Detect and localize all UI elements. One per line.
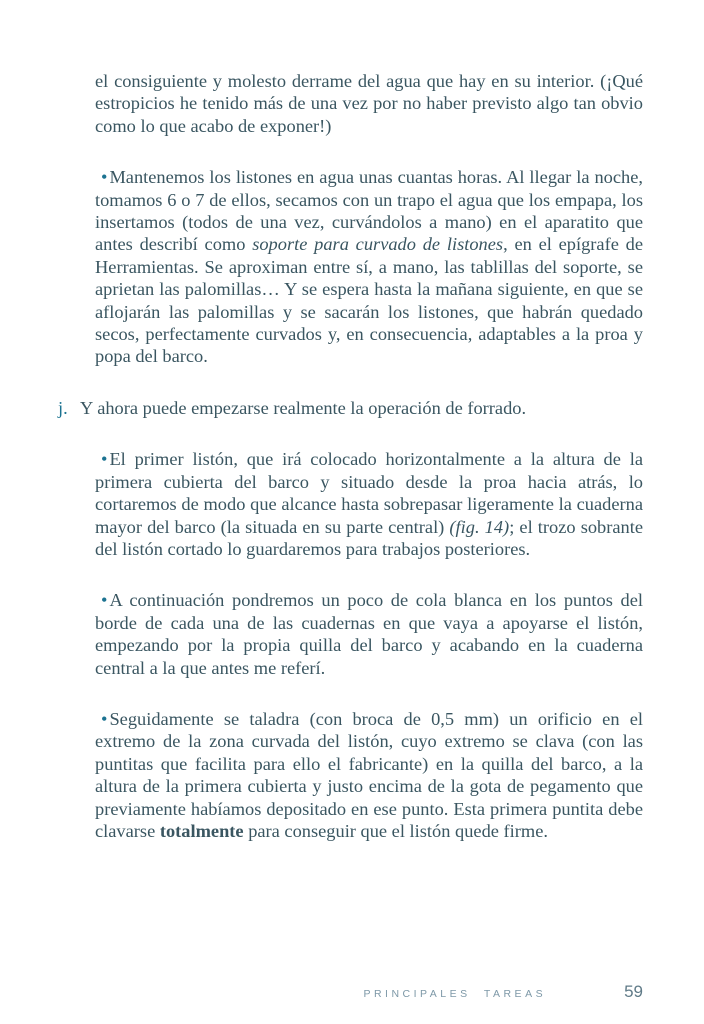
footer-section-label: PRINCIPALES TAREAS xyxy=(363,988,547,1000)
list-item-text xyxy=(80,397,526,419)
bullet-paragraph xyxy=(95,589,643,679)
text-segment: el consiguiente y molesto derrame del agua que hay en su interior. (¡Qué estropicios he tenido más de una vez por no haber previsto algo tan obvio como lo que acabo de exponer!) xyxy=(95,71,643,136)
list-letter-marker: j. xyxy=(58,397,68,418)
lettered-list-item xyxy=(58,397,643,419)
text-segment: El primer listón, que irá colocado horizontalmente a la altura de la primera cubierta del barco y situado desde la proa hacia atrás, lo cortaremos de modo que alcance hasta sobrepasar ligeramente la cuaderna mayor del barco (la situada en su parte central) xyxy=(95,449,643,537)
text-segment: para conseguir que el listón quede firme. xyxy=(243,820,548,841)
bullet-paragraph xyxy=(95,708,643,842)
content xyxy=(58,70,644,871)
text-segment: (fig. 14) xyxy=(449,516,510,537)
text-segment: Mantenemos los listones en agua unas cuantas horas. Al llegar la noche, tomamos 6 o 7 de ellos, secamos con un trapo el agua que los empapa, los insertamos (todos de una vez, curvándolos a mano) en el aparatito que antes describí como xyxy=(95,167,643,255)
text-segment: , en el epígrafe de Herramientas. Se aproximan entre sí, a mano, las tablillas del soporte, se aprietan las palomillas… Y se espera hasta la mañana siguiente, en que se aflojarán las palomillas y se sacarán los listones, que habrán quedado secos, perfectamente curvados y, en consecuencia, adaptables a la proa y popa del barco. xyxy=(95,234,644,367)
text-segment: ; el trozo sobrante del listón cortado lo guardaremos para trabajos posteriores. xyxy=(95,516,643,559)
text-segment: totalmente xyxy=(159,820,244,841)
bullet-paragraph xyxy=(95,448,643,560)
text-segment: Y ahora puede empezarse realmente la operación de forrado. xyxy=(80,397,527,418)
bullet-marker: • xyxy=(101,449,108,470)
text-segment: Seguidamente se taladra (con broca de 0,5 mm) un orificio en el extremo de la zona curvada del listón, cuyo extremo se clava (con las puntitas que facilita para ello el fabricante) en la quilla del barco, a la altura de la primera cubierta y justo encima de la gota de pegamento que previamente habíamos depositado en ese punto. Esta primera puntita debe clavarse xyxy=(95,708,643,841)
page-number: 59 xyxy=(624,982,643,1001)
footer xyxy=(0,982,643,1002)
bullet-marker: • xyxy=(101,708,108,729)
text-segment: soporte para curvado de listones xyxy=(252,234,504,255)
paragraph xyxy=(95,70,643,137)
bullet-paragraph xyxy=(95,166,643,368)
bullet-marker: • xyxy=(101,167,108,188)
text-segment: A continuación pondremos un poco de cola blanca en los puntos del borde de cada una de las cuadernas en que vaya a apoyarse el listón, empezando por la propia quilla del barco y acabando en la cuaderna central a la que antes me referí. xyxy=(95,590,643,678)
bullet-marker: • xyxy=(101,590,108,611)
